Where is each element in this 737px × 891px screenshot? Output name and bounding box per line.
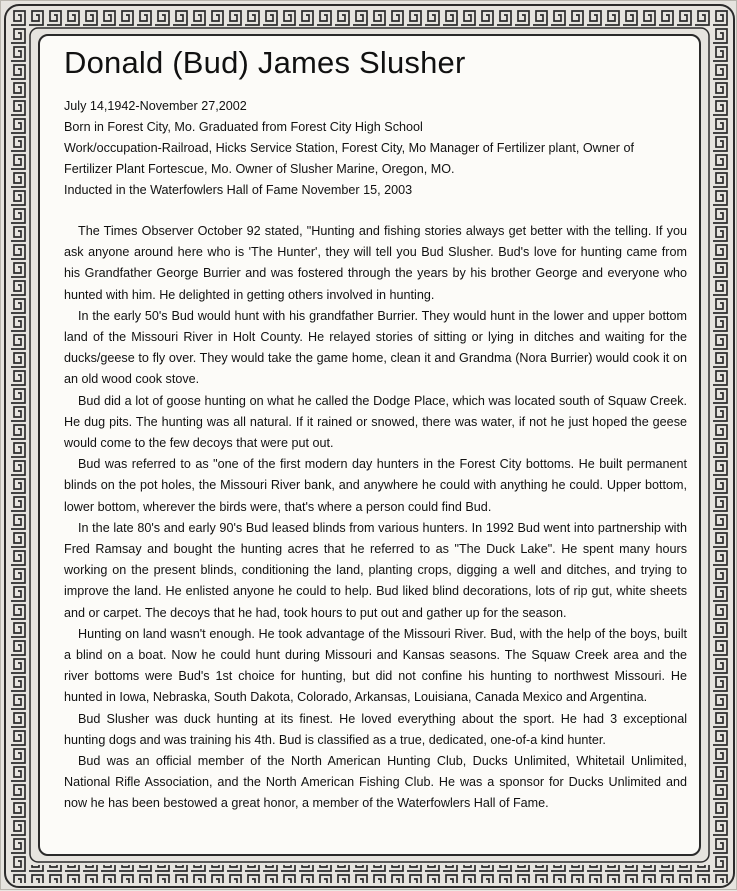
occupation-line-2: Fertilizer Plant Fortescue, Mo. Owner of Slusher Marine, Oregon, MO.: [64, 162, 455, 176]
paragraph: Bud was an official member of the North American Hunting Club, Ducks Unlimited, Whitetail Unlimited, National Rifle Association, and the North American Fishing Club. He was a sponsor for Ducks Unlimited and now he has been bestowed a great honor, a member of the Waterfowlers Hall of Fame.: [64, 754, 687, 811]
paragraph: Bud Slusher was duck hunting at its finest. He loved everything about the sport. He had 3 exceptional hunting dogs and was training his 4th. Bud is classified as a true, dedicated, one-of-a kind hunter.: [64, 711, 687, 747]
paragraph: Bud did a lot of goose hunting on what he called the Dodge Place, which was located south of Squaw Creek. He dug pits. The hunting was all natural. If it rained or snowed, there was water, if not he just hoped the geese would come to the few decoys that were put out.: [64, 393, 687, 451]
birthplace-education: Born in Forest City, Mo. Graduated from Forest City High School: [64, 120, 423, 134]
paragraph: Hunting on land wasn't enough. He took advantage of the Missouri River. Bud, with the help of the boys, built a blind on a boat. Now he could hunt during Missouri and Kansas seasons. The Squaw Creek area and the river bottoms were Bud's 1st choice for hunting, but did not confine his hunting to northwest Missouri. He hunted in Iowa, Nebraska, South Dakota, Colorado, Arkansas, Louisiana, Canada Mexico and Argentina.: [64, 626, 687, 705]
occupation-line-1: Work/occupation-Railroad, Hicks Service Station, Forest City, Mo Manager of Fertilizer plant, Owner of: [64, 141, 634, 155]
paragraph: The Times Observer October 92 stated, "Hunting and fishing stories always get better with the telling. If you ask anyone around here who is 'The Hunter', they will tell you Bud Slusher. Bud's love for hunting came from his Grandfather George Burrier and was fostered through the years by his brother George and everyone who hunted with him. He delighted in getting others involved in hunting.: [64, 224, 687, 302]
biography-text: [64, 221, 687, 815]
induction-date: Inducted in the Waterfowlers Hall of Fame November 15, 2003: [64, 183, 413, 197]
biographical-details: [64, 96, 687, 201]
paragraph: Bud was referred to as "one of the first modern day hunters in the Forest City bottoms. He built permanent blinds on the pot holes, the Missouri River bank, and anywhere he could with anything he could. Upper bottom, lower bottom, wherever the birds were, that's where a person could find Bud.: [64, 457, 687, 514]
honoree-name: Donald (Bud) James Slusher: [64, 45, 466, 80]
life-dates: July 14,1942-November 27,2002: [64, 99, 247, 113]
paragraph: In the early 50's Bud would hunt with his grandfather Burrier. They would hunt in the lower and upper bottom land of the Missouri River in Holt County. He relayed stories of sitting or lying in ditches and waiting for the ducks/geese to fly over. They would take the game home, clean it and Grandma (Nora Burrier) would cook it on an old wood cook stove.: [64, 308, 687, 387]
paragraph: In the late 80's and early 90's Bud leased blinds from various hunters. In 1992 Bud went into partnership with Fred Ramsay and bought the hunting acres that he referred to as "The Duck Lake". He spent many hours working on the present blinds, conditioning the land, planting crops, digging a well and ditches, and trying to improve the land. He enlisted anyone he could to help. Bud liked blind decorations, lots of rip gut, white sheets and or carpet. The decoys that he had, took hours to put out and gather up for the season.: [64, 520, 687, 620]
content-panel: [38, 34, 701, 856]
